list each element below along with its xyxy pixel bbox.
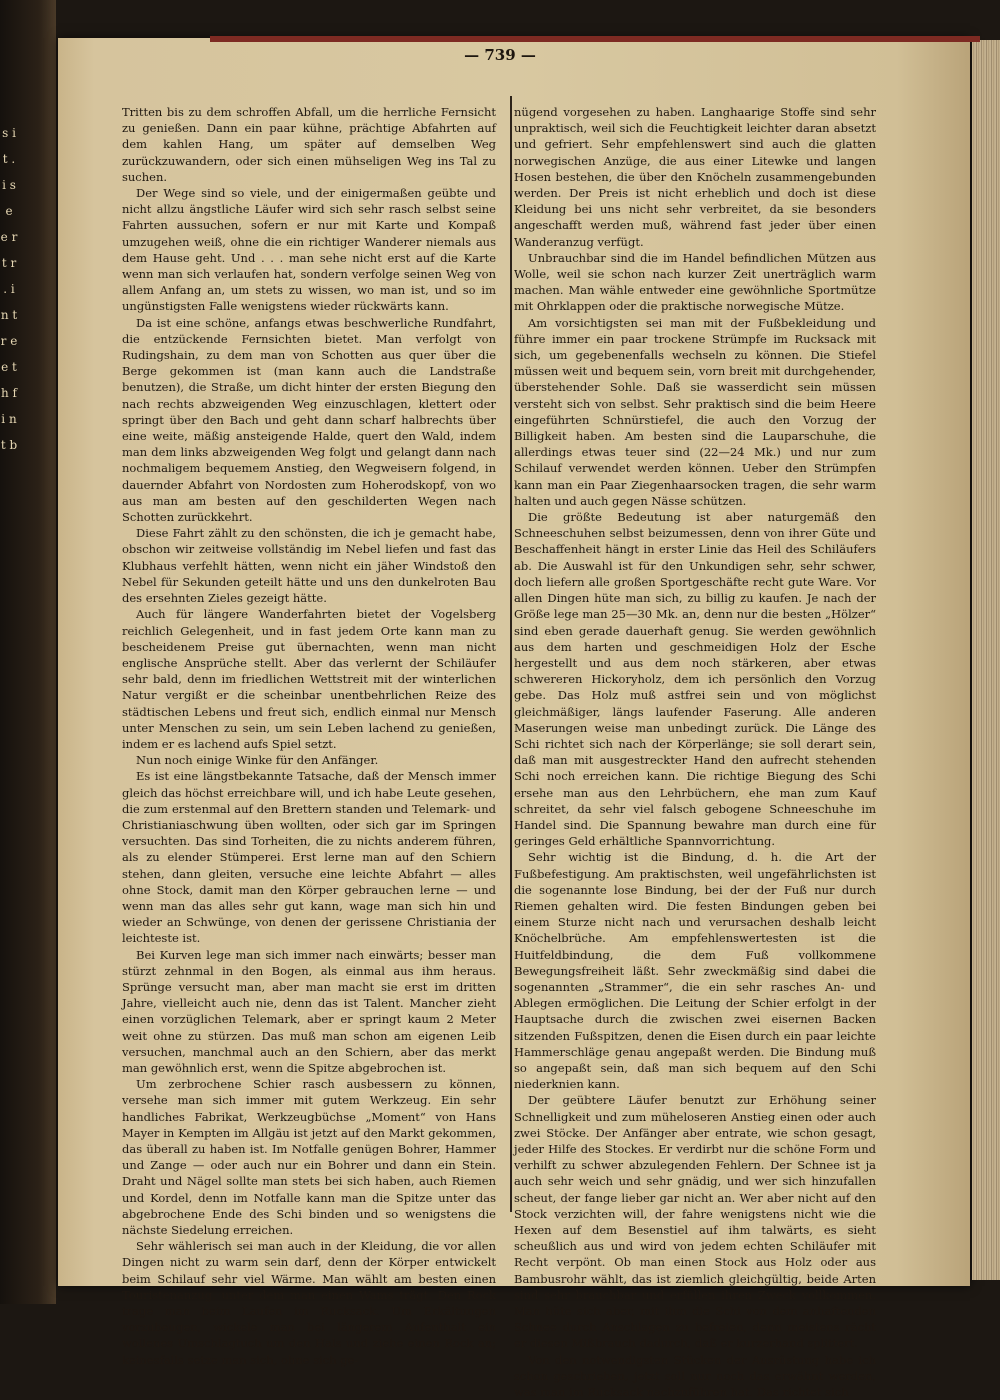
page-edges <box>972 40 1000 1280</box>
page-number: — 739 — <box>464 46 536 64</box>
paragraph: Die größte Bedeutung ist aber naturgemäß den Schneeschuhen selbst beizumessen, denn von ihrer Güte und Beschaffenheit hängt in erster Linie das Heil des Schiläufers ab. Die Auswahl ist für den Unkundigen sehr, sehr schwer, doch liefern alle großen Sportgeschäfte recht gute Ware. Vor allen Dingen hüte man sich, zu billig zu kaufen. Je nach der Größe lege man 25—30 Mk. an, denn nur die besten „Hölzer“ sind eben gerade dauerhaft genug. Sie werden gewöhnlich aus dem harten und geschmeidigen Holz der Esche hergestellt und aus dem noch stärkeren, aber etwas schwereren Hickoryholz, dem ich persönlich den Vorzug gebe. Das Holz muß astfrei sein und von möglichst gleichmäßiger, längs laufender Faserung. Alle anderen Maserungen weise man unbedingt zurück. Die Länge des Schi richtet sich nach der Körperlänge; sie soll derart sein, daß man mit ausgestreckter Hand den aufrecht stehenden Schi noch erreichen kann. Die richtige Biegung des Schi ersehe man aus den Lehrbüchern, ehe man zum Kauf schreitet, da sehr viel falsch gebogene Schneeschuhe im Handel sind. Die Spannung bewahre man durch eine für geringes Geld erhältliche Spannvorrichtung. <box>514 510 876 849</box>
paragraph: Von den notwendigsten Stücken der Ausrüstung habe ich schon geschrieben, jetzt soll nur noch das erwähnt werden, was man im Rucksack nachzuführen hat. Das richtet sich <box>514 1352 876 1400</box>
paragraph: Da ist eine schöne, anfangs etwas beschwerliche Rundfahrt, die entzückende Fernsichten bietet. Man verfolgt von Rudingshain, zu dem man von Schotten aus quer über die Berge gekommen ist (man kann auch die Landstraße benutzen), die Straße, um dicht hinter der ersten Biegung den nach rechts abzweigenden Weg einzuschlagen, klettert oder springt über den Bach und geht dann scharf halbrechts über eine weite, mäßig ansteigende Halde, quert den Wald, indem man dem links abzweigenden Weg folgt und gelangt dann nach nochmaligem bequemem Anstieg, den Wegweisern folgend, in dauernder Abfahrt von Nordosten zum Hoherodskopf, von wo aus man am besten auf den geschilderten Wegen nach Schotten zurückkehrt. <box>122 315 496 525</box>
binding-strip <box>210 36 980 42</box>
paragraph: Auch für längere Wanderfahrten bietet der Vogelsberg reichlich Gelegenheit, und in fast jedem Orte kann man zu bescheidenem Preise gut übernachten, wenn man nicht englische Ansprüche stellt. Aber das verlernt der Schiläufer sehr bald, denn im friedlichen Wettstreit mit der winterlichen Natur vergißt er die scheinbar unentbehrlichen Reize des städtischen Lebens und freut sich, endlich einmal nur Mensch unter Menschen zu sein, um sein Leben lachend zu genießen, indem er es lachend aufs Spiel setzt. <box>122 607 496 751</box>
paragraph: Um zerbrochene Schier rasch ausbessern zu können, versehe man sich immer mit gutem Werkzeug. Ein sehr handliches Fabrikat, Werkzeugbüchse „Moment“ von Hans Mayer in Kempten im Allgäu ist jetzt auf den Markt gekommen, das überall zu haben ist. Im Notfalle genügen Bohrer, Hammer und Zange — oder auch nur ein Bohrer und dann ein Stein. Draht und Nägel sollte man stets bei sich haben, auch Riemen und Kordel, denn im Notfalle kann man die Spitze unter das abgebrochene Ende des Schi binden und so wenigstens die nächste Siedelung erreichen. <box>122 1077 496 1238</box>
paragraph: Sehr wichtig ist die Bindung, d. h. die Art der Fußbefestigung. Am praktischsten, weil ungefährlichsten ist die sogenannte lose Bindung, bei der der Fuß nur durch Riemen gehalten wird. Die festen Bindungen geben bei einem Sturze nicht nach und verursachen deshalb leicht Knöchelbrüche. Am empfehlenswertesten ist die Huitfeldbindung, die dem Fuß vollkommene Bewegungsfreiheit läßt. Sehr zweckmäßig sind dabei die sogenannten „Strammer“, die ein sehr rasches An- und Ablegen ermöglichen. Die Leitung der Schier erfolgt in der Hauptsache durch die zwischen zwei eisernen Backen sitzenden Fußspitzen, denen die Eisen durch ein paar leichte Hammerschläge genau angepaßt werden. Die Bindung muß so angepaßt sein, daß man sich bequem auf den Schi niederknien kann. <box>514 850 876 1092</box>
adjacent-page-fragment: s i t . i s e e r t r . i n t r e e t h f i n t b <box>0 126 18 452</box>
paragraph: Tritten bis zu dem schroffen Abfall, um die herrliche Fernsicht zu genießen. Dann ein paar kühne, prächtige Abfahrten auf dem kahlen Hang, um später auf demselben Weg zurückzuwandern, oder sich einen mühseligen Weg ins Tal zu suchen. <box>122 105 496 184</box>
left-column <box>122 104 496 1368</box>
paragraph: Sehr wählerisch sei man auch in der Kleidung, die vor allen Dingen nicht zu warm sein darf, denn der Körper entwickelt beim Schilauf sehr viel Wärme. Man wählt am besten einen Touristenanzug, unter dem man einen Wams trägt. Den Rock trage man beim Laufen im Rucksack. Um Erkältungen vorzubeugen, wickele man bei längerem Aufenthalt ein wollenes Umschlagtuch um den Hals und ziehe einen Rock an; keinesfalls setze man sich, ohne sich ge- <box>122 1239 496 1367</box>
paragraph: Diese Fahrt zählt zu den schönsten, die ich je gemacht habe, obschon wir zeitweise vollständig im Nebel liefen und fast das Klubhaus verfehlt hätten, wenn nicht ein jäher Windstoß den Nebel für Sekunden geteilt hätte und uns den dunkelroten Bau des ersehnten Zieles gezeigt hätte. <box>122 526 496 606</box>
column-divider <box>510 96 512 1212</box>
paragraph: Es ist eine längstbekannte Tatsache, daß der Mensch immer gleich das höchst erreichbare will, und ich habe Leute gesehen, die zum erstenmal auf den Brettern standen und Telemark- und Christianiaschwung üben wollten, oder sich gar im Springen versuchten. Das sind Torheiten, die zu nichts anderem führen, als zu elender Stümperei. Erst lerne man auf den Schiern stehen, dann gleiten, versuche eine leichte Abfahrt — alles ohne Stock, damit man den Körper gebrauchen lerne — und wenn man das alles sehr gut kann, wage man sich hin und wieder an Schwünge, von denen der gerissene Christiania der leichteste ist. <box>122 769 496 946</box>
right-column <box>514 104 876 1400</box>
paragraph: Der Wege sind so viele, und der einigermaßen geübte und nicht allzu ängstliche Läufer wird sich sehr rasch selbst seine Fahrten aussuchen, sofern er nur mit Karte und Kompaß umzugehen weiß, ohne die ein richtiger Wanderer niemals aus dem Hause geht. Und . . . man sehe nicht erst auf die Karte wenn man sich verlaufen hat, sondern verfolge seinen Weg von allem Anfang an, um stets zu wissen, wo man ist, und so im ungünstigsten Falle wenigstens wieder rückwärts kann. <box>122 186 496 314</box>
paragraph: Bei Kurven lege man sich immer nach einwärts; besser man stürzt zehnmal in den Bogen, als einmal aus ihm heraus. Sprünge versucht man, aber man macht sie erst im dritten Jahre, vielleicht auch nie, denn das ist Talent. Mancher zieht einen vorzüglichen Telemark, aber er springt kaum 2 Meter weit ohne zu stürzen. Das muß man schon am eigenen Leib versuchen, manchmal auch an den Schiern, aber das merkt man gewöhnlich erst, wenn die Spitze abgebrochen ist. <box>122 947 496 1075</box>
paragraph: Der geübtere Läufer benutzt zur Erhöhung seiner Schnelligkeit und zum müheloseren Anstieg einen oder auch zwei Stöcke. Der Anfänger aber entrate, wie schon gesagt, jeder Hilfe des Stockes. Er verdirbt nur die schöne Form und verhilft zu schwer abzulegenden Fehlern. Der Schnee ist ja auch sehr weich und sehr gnädig, und wer sich hinzufallen scheut, der fange lieber gar nicht an. Wer aber nicht auf den Stock verzichten will, der fahre wenigstens nicht wie die Hexen auf dem Besenstiel auf ihm talwärts, es sieht scheußlich aus und wird von jedem echten Schiläufer mit Recht verpönt. Ob man einen Stock aus Holz oder aus Bambusrohr wählt, das ist ziemlich gleichgültig, beide Arten sind sehr brauchbar und erfüllen ihren Zweck vollkommen. Man hüte sich aber, mit ihm die Schi von dem anhaftenden Schnee durch Anschlagen zu befreien, denn meistens rächt er diesen Mißbrauch dadurch, daß er kurzerhand splittert. <box>514 1093 876 1351</box>
paragraph: Am vorsichtigsten sei man mit der Fußbekleidung und führe immer ein paar trockene Strümpfe im Rucksack mit sich, um gegebenenfalls wechseln zu können. Die Stiefel müssen weit und bequem sein, vorn breit mit durchgehender, überstehender Sohle. Daß sie wasserdicht sein müssen versteht sich von selbst. Sehr praktisch sind die beim Heere eingeführten Schnürstiefel, die auch den Vorzug der Billigkeit haben. Am besten sind die Lauparschuhe, die allerdings etwas teuer sind (22—24 Mk.) und nur zum Schilauf verwendet werden können. Ueber den Strümpfen kann man ein Paar Ziegenhaarsocken tragen, die sehr warm halten und auch gegen Nässe schützen. <box>514 315 876 508</box>
paragraph: Nun noch einige Winke für den Anfänger. <box>136 753 379 768</box>
paragraph: Unbrauchbar sind die im Handel befindlichen Mützen aus Wolle, weil sie schon nach kurzer Zeit unerträglich warm machen. Man wähle entweder eine gewöhnliche Sportmütze mit Ohrklappen oder die praktische norwegische Mütze. <box>514 250 876 314</box>
paragraph: nügend vorgesehen zu haben. Langhaarige Stoffe sind sehr unpraktisch, weil sich die Feuchtigkeit leichter daran absetzt und gefriert. Sehr empfehlenswert sind auch die glatten norwegischen Anzüge, die aus einer Litewke und langen Hosen bestehen, die über den Knöcheln zusammengebunden werden. Der Preis ist nicht erheblich und doch ist diese Kleidung bei uns nicht sehr verbreitet, da sie besonders angeschafft werden muß, während fast jeder über einen Wanderanzug verfügt. <box>514 105 876 249</box>
